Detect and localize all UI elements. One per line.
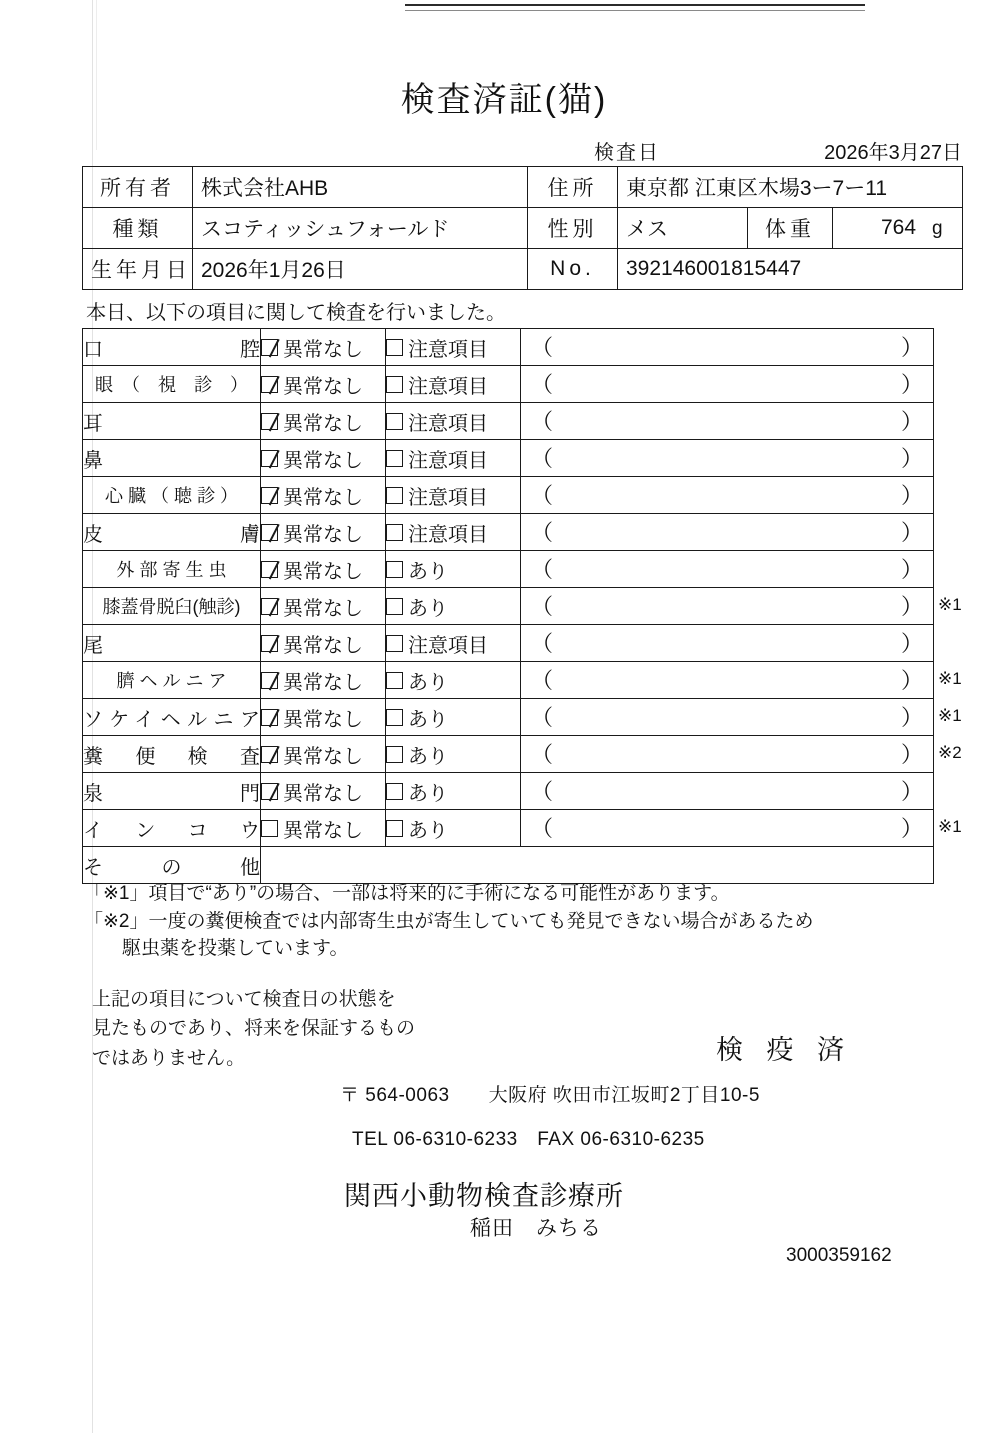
checkbox-normal[interactable] — [261, 440, 386, 477]
check-item-remarks[interactable] — [521, 366, 934, 403]
check-item-remarks[interactable] — [521, 440, 934, 477]
address-value: 東京都 江東区木場3ー7ー11 — [618, 167, 963, 208]
check-item-label: 膝蓋骨脱臼(触診) — [83, 588, 261, 625]
check-item-remarks[interactable] — [521, 551, 934, 588]
checkbox-secondary-box[interactable] — [386, 635, 403, 652]
clinic-phone-fax: TEL 06-6310-6233 FAX 06-6310-6235 — [352, 1129, 705, 1150]
checkbox-secondary[interactable] — [386, 329, 521, 366]
paren-open: （ — [531, 335, 554, 360]
sex-label: 性別 — [528, 208, 618, 249]
checkbox-secondary-label: あり — [408, 671, 448, 694]
checkbox-normal-box[interactable] — [261, 709, 278, 726]
check-item-label: そ の 他 — [83, 847, 261, 884]
check-item-remarks[interactable] — [521, 662, 934, 699]
table-row — [83, 625, 934, 662]
sex-value: メス — [618, 208, 748, 249]
checkbox-normal-box[interactable] — [261, 450, 278, 467]
checkbox-secondary-box[interactable] — [386, 524, 403, 541]
exam-date-value: 2026年3月27日 — [824, 142, 962, 164]
checkbox-normal[interactable] — [261, 366, 386, 403]
paren-close: ） — [900, 520, 923, 545]
scan-artifact-line — [405, 4, 865, 6]
checkbox-normal-box[interactable] — [261, 820, 278, 837]
checkbox-secondary[interactable] — [386, 773, 521, 810]
checkbox-secondary[interactable] — [386, 810, 521, 847]
checkbox-secondary-box[interactable] — [386, 820, 403, 837]
checkbox-secondary[interactable] — [386, 477, 521, 514]
check-item-remarks[interactable] — [521, 625, 934, 662]
breed-label: 種類 — [83, 208, 193, 249]
disclaimer-line-1: 上記の項目について検査日の状態を — [92, 989, 396, 1010]
footnote-2: 「※2」一度の糞便検査では内部寄生虫が寄生していても発見できない場合があるため — [84, 910, 814, 932]
paren-close: ） — [900, 557, 923, 582]
table-row — [83, 551, 934, 588]
table-row — [83, 810, 934, 847]
check-item-label: 外 部 寄 生 虫 — [83, 551, 261, 588]
checkbox-normal-label: 異常なし — [283, 523, 363, 546]
footnote-mark: ※1 — [938, 706, 962, 725]
footnotes — [84, 880, 964, 963]
paren-close: ） — [900, 594, 923, 619]
paren-open: （ — [531, 816, 554, 841]
checkbox-normal-box[interactable] — [261, 524, 278, 541]
checkbox-secondary-box[interactable] — [386, 672, 403, 689]
check-item-label: 鼻 — [83, 440, 261, 477]
checkbox-normal-box[interactable] — [261, 672, 278, 689]
paren-open: （ — [531, 742, 554, 767]
breed-value: スコティッシュフォールド — [193, 208, 528, 249]
paren-close: ） — [900, 483, 923, 508]
checkbox-secondary-label: 注意項目 — [408, 375, 488, 398]
clinic-postal-address: 〒 564-0063 大阪府 吹田市江坂町2丁目10-5 — [340, 1085, 760, 1106]
checkbox-secondary-label: あり — [408, 597, 448, 620]
paren-close: ） — [900, 816, 923, 841]
paren-open: （ — [531, 483, 554, 508]
birth-value: 2026年1月26日 — [193, 249, 528, 290]
checkbox-normal-label: 異常なし — [283, 745, 363, 768]
checkbox-secondary[interactable] — [386, 662, 521, 699]
checkbox-normal-label: 異常なし — [283, 375, 363, 398]
checkbox-normal-label: 異常なし — [283, 597, 363, 620]
checkbox-secondary-box[interactable] — [386, 339, 403, 356]
checkbox-secondary[interactable] — [386, 403, 521, 440]
paren-open: （ — [531, 409, 554, 434]
table-row — [83, 662, 934, 699]
footnote-mark: ※1 — [938, 817, 962, 836]
paren-close: ） — [900, 631, 923, 656]
check-item-label: 心 臓 （ 聴 診 ） — [83, 477, 261, 514]
checkbox-secondary[interactable] — [386, 440, 521, 477]
clinic-name: 関西小動物検査診療所 — [344, 1181, 624, 1211]
weight-value: 764 — [880, 216, 917, 239]
page-title: 検査済証(猫) — [400, 81, 608, 119]
checkbox-normal-label: 異常なし — [283, 449, 363, 472]
table-row-breed — [83, 208, 963, 249]
checkbox-secondary-label: 注意項目 — [408, 486, 488, 509]
checkbox-secondary[interactable] — [386, 699, 521, 736]
checkbox-normal-label: 異常なし — [283, 634, 363, 657]
checkbox-secondary-label: あり — [408, 819, 448, 842]
check-item-label: 口 腔 — [83, 329, 261, 366]
owner-label: 所有者 — [83, 167, 193, 208]
disclaimer-line-2: 見たものであり、将来を保証するもの — [92, 1018, 416, 1040]
checkbox-normal-box[interactable] — [261, 746, 278, 763]
examination-checklist-table — [82, 328, 934, 884]
checkbox-normal[interactable] — [261, 403, 386, 440]
serial-number: 3000359162 — [786, 1245, 892, 1266]
paren-close: ） — [900, 779, 923, 804]
check-item-remarks[interactable] — [521, 477, 934, 514]
checkbox-secondary-label: あり — [408, 782, 448, 805]
checkbox-normal-label: 異常なし — [283, 708, 363, 731]
weight-value-cell — [833, 208, 963, 249]
checkbox-secondary-box[interactable] — [386, 598, 403, 615]
paren-open: （ — [531, 520, 554, 545]
checkbox-normal-box[interactable] — [261, 339, 278, 356]
checkbox-normal-box[interactable] — [261, 635, 278, 652]
weight-label: 体重 — [748, 208, 833, 249]
checkbox-normal-box[interactable] — [261, 561, 278, 578]
table-row-birth — [83, 249, 963, 290]
check-item-blank-cell — [261, 847, 934, 884]
paren-open: （ — [531, 594, 554, 619]
checkbox-normal[interactable] — [261, 773, 386, 810]
checkbox-secondary-box[interactable] — [386, 450, 403, 467]
scan-artifact-line-secondary — [405, 10, 865, 11]
paren-open: （ — [531, 668, 554, 693]
checkbox-normal[interactable] — [261, 736, 386, 773]
checkbox-secondary-label: 注意項目 — [408, 338, 488, 361]
checkbox-normal[interactable] — [261, 625, 386, 662]
table-row — [83, 403, 934, 440]
checkbox-secondary-box[interactable] — [386, 746, 403, 763]
paren-close: ） — [900, 372, 923, 397]
checkbox-secondary-label: あり — [408, 708, 448, 731]
check-item-remarks[interactable] — [521, 514, 934, 551]
checkbox-secondary[interactable] — [386, 514, 521, 551]
paren-close: ） — [900, 705, 923, 730]
quarantine-stamp: 検 疫 済 — [716, 1035, 853, 1065]
owner-value: 株式会社AHB — [193, 167, 528, 208]
intro-note: 本日、以下の項目に関して検査を行いました。 — [86, 302, 506, 324]
check-item-remarks[interactable] — [521, 329, 934, 366]
checkbox-secondary-box[interactable] — [386, 561, 403, 578]
footnote-2-cont: 駆虫薬を投薬しています。 — [122, 938, 349, 960]
checkbox-secondary[interactable] — [386, 588, 521, 625]
check-item-label: 泉 門 — [83, 773, 261, 810]
paren-close: ） — [900, 446, 923, 471]
paren-open: （ — [531, 372, 554, 397]
checkbox-normal[interactable] — [261, 810, 386, 847]
checkbox-normal-label: 異常なし — [283, 671, 363, 694]
registration-no-value: 392146001815447 — [618, 249, 963, 290]
weight-unit: g — [932, 218, 943, 239]
checkbox-normal[interactable] — [261, 662, 386, 699]
paren-close: ） — [900, 668, 923, 693]
checkbox-normal-label: 異常なし — [283, 338, 363, 361]
checkbox-normal[interactable] — [261, 588, 386, 625]
owner-info-table — [82, 166, 963, 290]
checkbox-normal-box[interactable] — [261, 376, 278, 393]
exam-date-label: 検査日 — [594, 142, 660, 164]
checkbox-secondary[interactable] — [386, 625, 521, 662]
checkbox-secondary-box[interactable] — [386, 709, 403, 726]
check-item-label: 尾 — [83, 625, 261, 662]
table-row — [83, 588, 934, 625]
table-row — [83, 329, 934, 366]
checkbox-normal[interactable] — [261, 477, 386, 514]
checkbox-normal-box[interactable] — [261, 413, 278, 430]
birth-label: 生年月日 — [83, 249, 193, 290]
doctor-name: 稲田 みちる — [470, 1217, 602, 1240]
check-item-label: 糞 便 検 査 — [83, 736, 261, 773]
checkbox-normal[interactable] — [261, 551, 386, 588]
disclaimer — [92, 985, 415, 1073]
checkbox-normal[interactable] — [261, 514, 386, 551]
footnote-mark: ※2 — [938, 743, 962, 762]
table-row — [83, 514, 934, 551]
checkbox-secondary[interactable] — [386, 551, 521, 588]
checkbox-secondary-box[interactable] — [386, 487, 403, 504]
check-item-label: 皮 膚 — [83, 514, 261, 551]
table-row — [83, 477, 934, 514]
disclaimer-line-3: ではありません。 — [92, 1047, 246, 1069]
checkbox-normal-label: 異常なし — [283, 782, 363, 805]
check-item-remarks[interactable] — [521, 736, 934, 773]
check-item-label: 耳 — [83, 403, 261, 440]
checkbox-secondary-box[interactable] — [386, 413, 403, 430]
paren-open: （ — [531, 705, 554, 730]
table-row — [83, 736, 934, 773]
table-row-owner — [83, 167, 963, 208]
checkbox-secondary-label: あり — [408, 745, 448, 768]
table-row — [83, 699, 934, 736]
footnote-mark: ※1 — [938, 669, 962, 688]
table-row — [83, 847, 934, 884]
checkbox-secondary[interactable] — [386, 736, 521, 773]
checkbox-normal-box[interactable] — [261, 783, 278, 800]
checkbox-secondary-box[interactable] — [386, 783, 403, 800]
checkbox-normal-label: 異常なし — [283, 486, 363, 509]
table-row — [83, 773, 934, 810]
paren-open: （ — [531, 631, 554, 656]
checkbox-secondary[interactable] — [386, 366, 521, 403]
checkbox-secondary-label: 注意項目 — [408, 634, 488, 657]
paren-close: ） — [900, 742, 923, 767]
paren-close: ） — [900, 409, 923, 434]
check-item-label: 眼 （ 視 診 ） — [83, 366, 261, 403]
checkbox-normal[interactable] — [261, 699, 386, 736]
checkbox-secondary-label: あり — [408, 560, 448, 583]
check-item-remarks[interactable] — [521, 403, 934, 440]
address-label: 住所 — [528, 167, 618, 208]
checkbox-secondary-box[interactable] — [386, 376, 403, 393]
checkbox-secondary-label: 注意項目 — [408, 412, 488, 435]
table-row — [83, 440, 934, 477]
check-item-label: ソケイヘルニア — [83, 699, 261, 736]
checkbox-normal[interactable] — [261, 329, 386, 366]
checkbox-secondary-label: 注意項目 — [408, 523, 488, 546]
footnote-1: 「※1」項目で“あり”の場合、一部は将来的に手術になる可能性があります。 — [84, 883, 730, 904]
checkbox-normal-box[interactable] — [261, 487, 278, 504]
check-item-remarks[interactable] — [521, 588, 934, 625]
registration-no-label: No. — [528, 249, 618, 290]
paren-open: （ — [531, 779, 554, 804]
footnote-mark: ※1 — [938, 595, 962, 614]
checkbox-normal-box[interactable] — [261, 598, 278, 615]
check-item-label: イ ン コ ウ — [83, 810, 261, 847]
paren-open: （ — [531, 446, 554, 471]
checkbox-normal-label: 異常なし — [283, 819, 363, 842]
checkbox-secondary-label: 注意項目 — [408, 449, 488, 472]
exam-date-row — [82, 136, 962, 164]
checkbox-normal-label: 異常なし — [283, 560, 363, 583]
paren-close: ） — [900, 335, 923, 360]
checkbox-normal-label: 異常なし — [283, 412, 363, 435]
check-item-label: 臍 ヘ ル ニ ア — [83, 662, 261, 699]
check-item-remarks[interactable] — [521, 810, 934, 847]
check-item-remarks[interactable] — [521, 773, 934, 810]
paren-open: （ — [531, 557, 554, 582]
check-item-remarks[interactable] — [521, 699, 934, 736]
table-row — [83, 366, 934, 403]
